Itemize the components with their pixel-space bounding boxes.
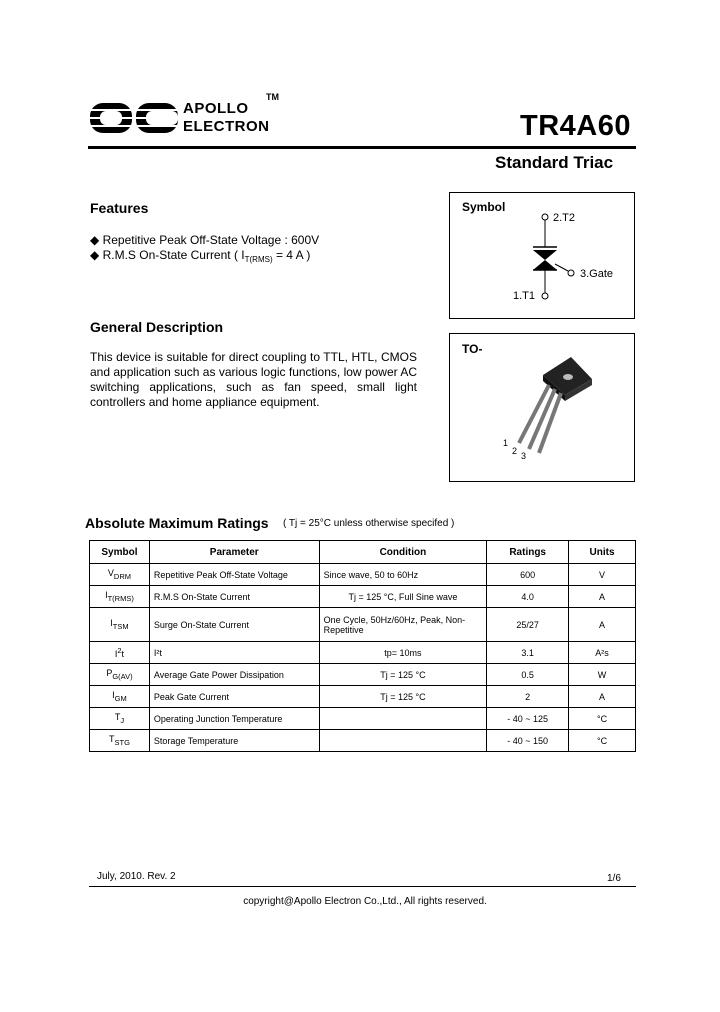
unit-cell: A²s: [569, 642, 636, 664]
condition-cell: One Cycle, 50Hz/60Hz, Peak, Non-Repetitive: [319, 608, 487, 642]
unit-cell: °C: [569, 730, 636, 752]
table-row: [90, 730, 636, 752]
ratings-table: [89, 540, 636, 752]
table-row: [90, 608, 636, 642]
rating-cell: 25/27: [487, 608, 569, 642]
rating-cell: 2: [487, 686, 569, 708]
part-number-title: TR4A60: [520, 110, 631, 142]
parameter-cell: R.M.S On-State Current: [149, 586, 319, 608]
unit-cell: V: [569, 564, 636, 586]
symbol-cell: $P_{G(AV)}$: [90, 664, 150, 686]
rating-cell: - 40 ~ 150: [487, 730, 569, 752]
symbol-cell: $I_{T(RMS)}$: [90, 586, 150, 608]
rating-cell: 3.1: [487, 642, 569, 664]
triac-symbol-icon: [449, 192, 635, 319]
pin-label: 2: [512, 446, 518, 456]
condition-cell: Since wave, 50 to 60Hz: [319, 564, 487, 586]
parameter-cell: Average Gate Power Dissipation: [149, 664, 319, 686]
gate-terminal-label: 3.Gate: [580, 268, 614, 280]
unit-cell: A: [569, 586, 636, 608]
unit-cell: A: [569, 608, 636, 642]
table-row: [90, 664, 636, 686]
table-row: [90, 586, 636, 608]
table-row: [90, 686, 636, 708]
parameter-cell: Operating Junction Temperature: [149, 708, 319, 730]
column-header: Parameter: [149, 541, 319, 564]
features-heading: Features: [90, 200, 149, 216]
copyright-text: copyright@Apollo Electron Co.,Ltd., All rights reserved.: [243, 896, 487, 907]
unit-cell: °C: [569, 708, 636, 730]
trademark-mark: TM: [266, 92, 279, 102]
page-number: 1/6: [607, 873, 621, 884]
column-header: Symbol: [90, 541, 150, 564]
feature-text-prefix: R.M.S On-State Current ( I: [102, 248, 245, 262]
table-row: [90, 708, 636, 730]
column-header: Units: [569, 541, 636, 564]
symbol-label: Symbol: [462, 200, 506, 214]
rating-cell: 600: [487, 564, 569, 586]
condition-cell: [319, 708, 487, 730]
pin-label: 3: [521, 451, 527, 461]
column-header: Condition: [319, 541, 487, 564]
condition-cell: tp= 10ms: [319, 642, 487, 664]
rating-cell: 0.5: [487, 664, 569, 686]
rating-cell: - 40 ~ 125: [487, 708, 569, 730]
feature-text: Repetitive Peak Off-State Voltage : 600V: [102, 233, 320, 247]
feature-item: [90, 248, 310, 262]
footer-divider: [89, 886, 636, 887]
general-description-heading: General Description: [90, 319, 224, 335]
parameter-cell: Storage Temperature: [149, 730, 319, 752]
symbol-cell: $I^2t$: [90, 642, 150, 664]
symbol-cell: $T_J$: [90, 708, 150, 730]
pin-label: 1: [503, 438, 509, 448]
diamond-bullet-icon: ◆: [90, 233, 100, 247]
symbol-cell: $I_{TSM}$: [90, 608, 150, 642]
parameter-cell: Surge On-State Current: [149, 608, 319, 642]
parameter-cell: Repetitive Peak Off-State Voltage: [149, 564, 319, 586]
condition-cell: [319, 730, 487, 752]
table-row: [90, 564, 636, 586]
condition-cell: Tj = 125 °C, Full Sine wave: [319, 586, 487, 608]
table-row: [90, 642, 636, 664]
symbol-cell: $T_{STG}$: [90, 730, 150, 752]
t1-terminal-label: 1.T1: [513, 290, 536, 302]
t2-terminal-label: 2.T2: [553, 212, 576, 224]
rating-cell: 4.0: [487, 586, 569, 608]
feature-item: [90, 233, 319, 247]
to-package-icon: [449, 333, 635, 482]
feature-text-suffix: = 4 A ): [275, 248, 311, 262]
header-divider: [88, 146, 636, 149]
brand-name-line1: APOLLO: [183, 100, 249, 117]
unit-cell: W: [569, 664, 636, 686]
column-header: Ratings: [487, 541, 569, 564]
unit-cell: A: [569, 686, 636, 708]
brand-name-line2: ELECTRON: [183, 118, 270, 135]
symbol-cell: $I_{GM}$: [90, 686, 150, 708]
general-description-text: This device is suitable for direct coupling to TTL, HTL, CMOS and application such as various logic functions, low power AC switching applications, such as fan speed, small light controllers and home appliance equipment.: [90, 350, 417, 409]
parameter-cell: I²t: [149, 642, 319, 664]
ratings-heading: Absolute Maximum Ratings: [85, 515, 269, 531]
diamond-bullet-icon: ◆: [90, 248, 100, 262]
condition-cell: Tj = 125 °C: [319, 664, 487, 686]
ratings-condition-note: ( Tj = 25°C unless otherwise specifed ): [283, 518, 455, 529]
table-header-row: [90, 541, 636, 564]
device-type-subtitle: Standard Triac: [495, 153, 614, 172]
feature-subscript: T(RMS): [244, 255, 273, 264]
symbol-cell: $V_{DRM}$: [90, 564, 150, 586]
package-label: TO-: [462, 342, 483, 356]
apollo-logo-icon: [88, 100, 180, 136]
parameter-cell: Peak Gate Current: [149, 686, 319, 708]
condition-cell: Tj = 125 °C: [319, 686, 487, 708]
revision-date: July, 2010. Rev. 2: [97, 871, 176, 882]
